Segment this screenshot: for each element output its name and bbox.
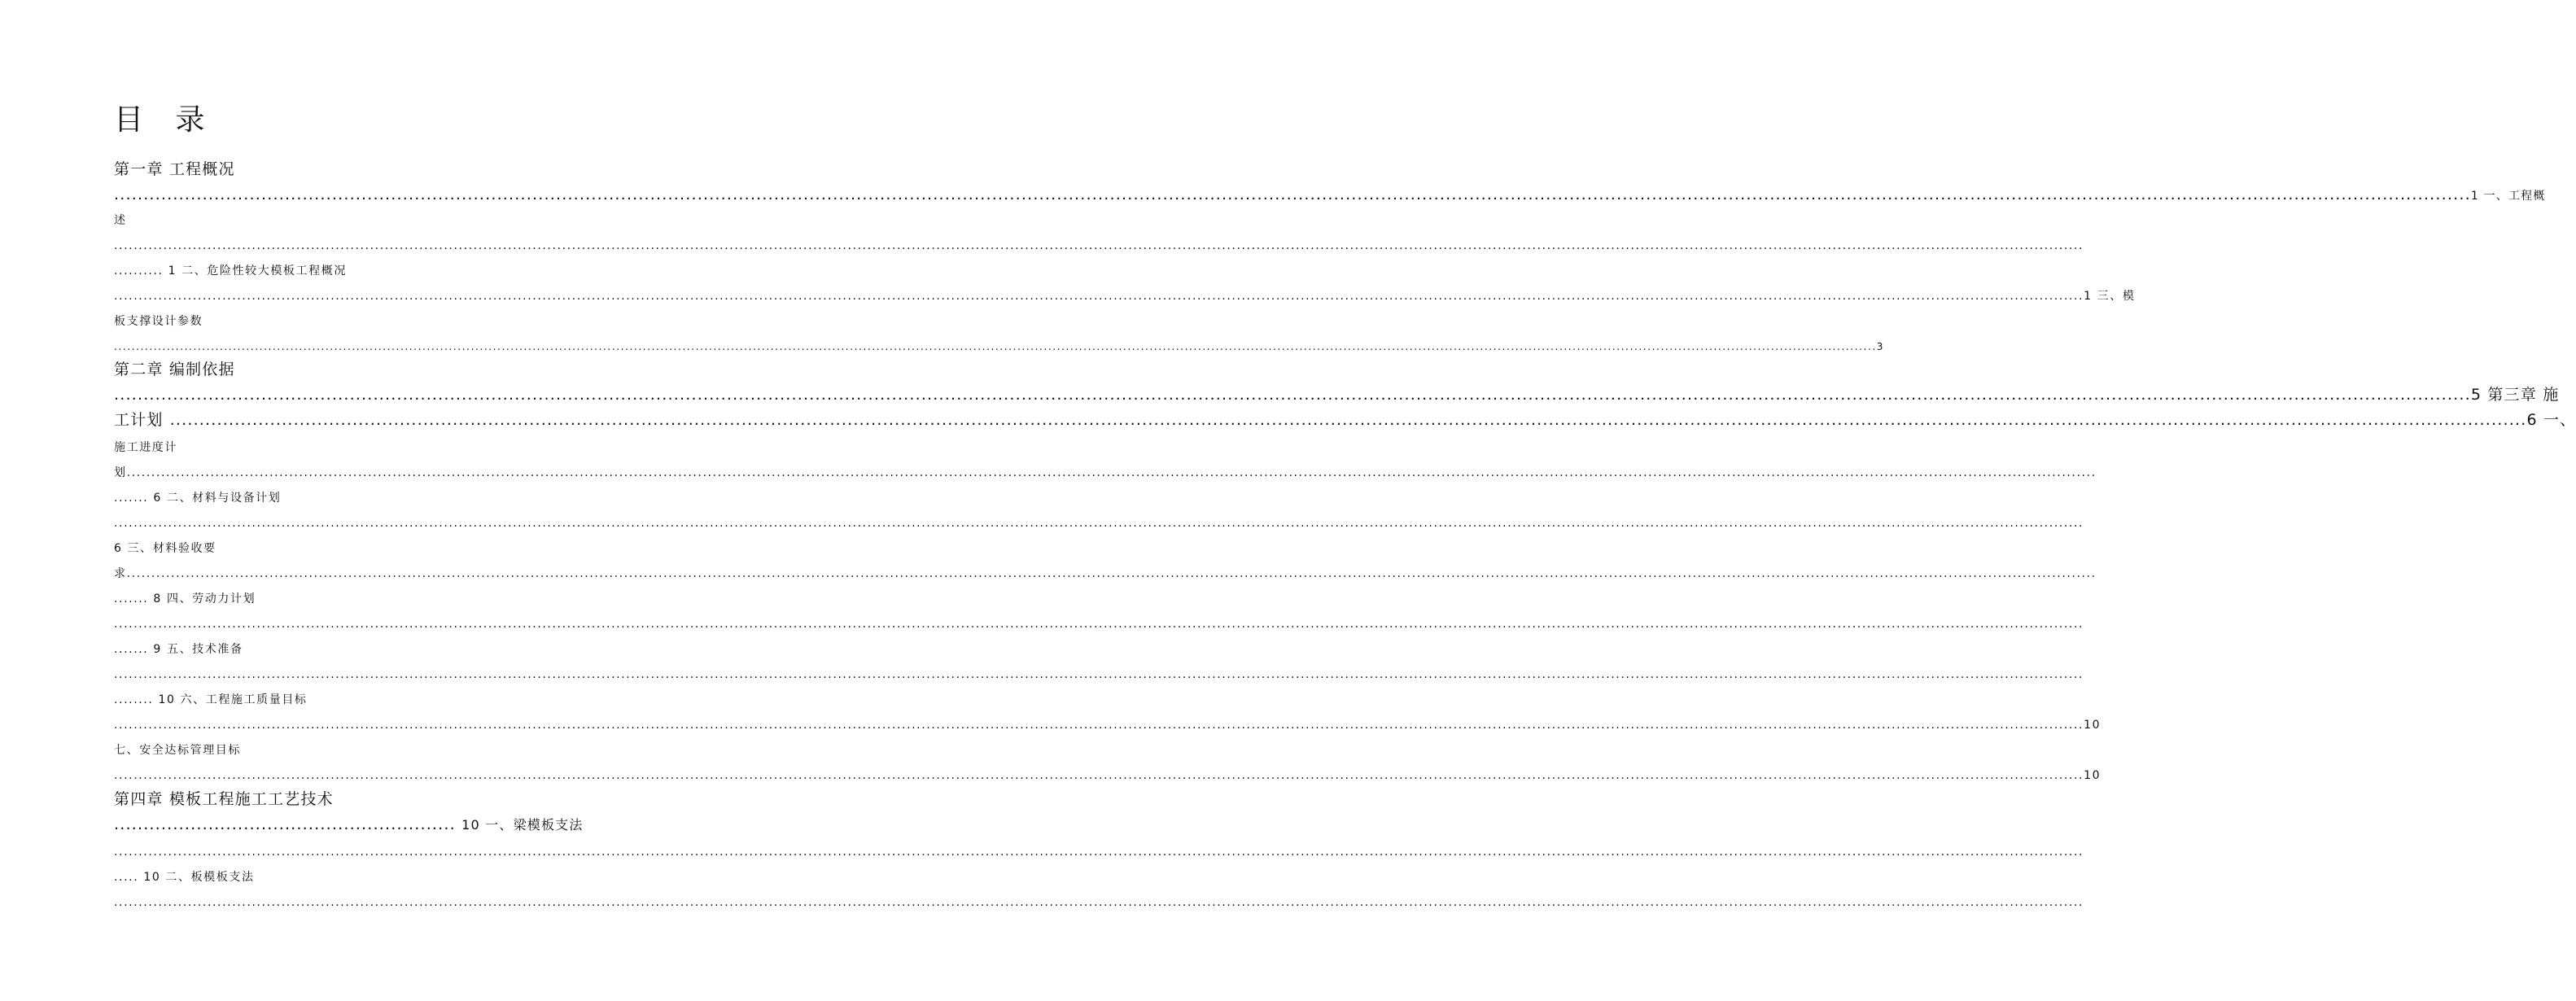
leader-dots: ................................................................................................................................................................................................................................................................................................................................................................................................................ <box>114 341 1877 352</box>
toc-text: 述 <box>114 214 127 227</box>
leader-dots: ....... <box>114 592 154 605</box>
toc-title: 目 录 <box>114 103 216 137</box>
toc-page-number: 10 <box>2084 769 2101 782</box>
leader-dots: ..... <box>114 871 144 884</box>
toc-line <box>114 767 2101 785</box>
leader-dots: ....... <box>114 643 154 656</box>
toc-text: 板支撑设计参数 <box>114 315 203 328</box>
toc-line <box>114 338 1885 356</box>
leader-dots: ................................................................................................................................................................................................................................................................................................................................................................................................................ <box>126 466 2097 479</box>
chapter-heading: 第一章 工程概况 <box>114 160 235 178</box>
toc-line <box>114 590 656 608</box>
leader-dots: .......................................................... <box>114 815 462 833</box>
toc-text: 1 一、工程概 <box>2470 190 2546 203</box>
toc-page-number: 10 <box>2084 719 2101 732</box>
chapter-heading: 第二章 编制依据 <box>114 361 235 378</box>
toc-line <box>114 812 659 837</box>
toc-line <box>114 787 659 811</box>
toc-line <box>114 357 659 382</box>
leader-dots: ................................................................................................................................................................................................................................................................................................................................................................................................................ <box>114 896 2084 909</box>
toc-text: 6 二、材料与设备计划 <box>153 492 282 505</box>
toc-text: 10 二、板模板支法 <box>143 871 255 884</box>
toc-line <box>114 439 656 457</box>
toc-text: 6 一、 <box>2526 411 2576 429</box>
leader-dots: ................................................................................................................................................................................................................................................................................................................................................................................................................ <box>114 386 2471 404</box>
toc-text: 10 一、梁模板支法 <box>461 817 584 833</box>
leader-dots: ................................................................................................................................................................................................................................................................................................................................................................................................................ <box>114 618 2084 631</box>
toc-text: 9 五、技术准备 <box>153 643 243 656</box>
leader-dots: ................................................................................................................................................................................................................................................................................................................................................................................................................ <box>114 719 2084 732</box>
toc-line <box>114 464 2097 482</box>
leader-dots: ................................................................................................................................................................................................................................................................................................................................................................................................................ <box>114 517 2084 530</box>
toc-line <box>114 313 656 330</box>
leader-dots: ........ <box>114 693 159 706</box>
toc-text: 七、安全达标管理目标 <box>114 744 241 757</box>
toc-page-number: 3 <box>1876 341 1885 352</box>
toc-line <box>114 489 656 507</box>
leader-dots: ................................................................................................................................................................................................................................................................................................................................................................................................................ <box>169 411 2527 429</box>
toc-line <box>114 157 651 181</box>
toc-text: 5 第三章 施 <box>2470 386 2560 404</box>
toc-line <box>114 868 656 886</box>
toc-line <box>114 565 2097 583</box>
toc-text: 1 二、危险性较大模板工程概况 <box>168 264 347 278</box>
leader-dots: ................................................................................................................................................................................................................................................................................................................................................................................................................ <box>114 846 2084 859</box>
chapter-heading: 第四章 模板工程施工工艺技术 <box>114 790 334 808</box>
toc-line <box>114 691 656 709</box>
leader-dots: ................................................................................................................................................................................................................................................................................................................................................................................................................ <box>114 186 2471 203</box>
toc-text: 6 三、材料验收要 <box>114 542 216 555</box>
toc-line <box>114 408 2576 432</box>
toc-line <box>114 741 656 759</box>
leader-dots: ................................................................................................................................................................................................................................................................................................................................................................................................................ <box>114 239 2084 252</box>
toc-line <box>114 540 656 557</box>
leader-dots: .......... <box>114 264 168 278</box>
toc-text: 10 六、工程施工质量目标 <box>158 693 308 706</box>
leader-dots: ................................................................................................................................................................................................................................................................................................................................................................................................................ <box>114 290 2084 303</box>
leader-dots: ................................................................................................................................................................................................................................................................................................................................................................................................................ <box>114 769 2084 782</box>
toc-line <box>114 182 2546 207</box>
leader-dots: ....... <box>114 492 154 505</box>
toc-line <box>114 287 2136 305</box>
toc-line <box>114 640 656 658</box>
toc-line <box>114 716 2101 734</box>
toc-text: 施工进度计 <box>114 441 177 454</box>
toc-line <box>114 262 656 280</box>
toc-text: 工计划 <box>114 411 164 429</box>
toc-text: 1 三、模 <box>2084 290 2136 303</box>
toc-line <box>114 382 2560 407</box>
leader-dots: ................................................................................................................................................................................................................................................................................................................................................................................................................ <box>114 668 2084 681</box>
toc-line <box>114 212 651 229</box>
toc-text: 划 <box>114 466 127 479</box>
toc-text: 求 <box>114 567 127 580</box>
leader-dots: ................................................................................................................................................................................................................................................................................................................................................................................................................ <box>126 567 2097 580</box>
toc-text: 8 四、劳动力计划 <box>153 592 256 605</box>
